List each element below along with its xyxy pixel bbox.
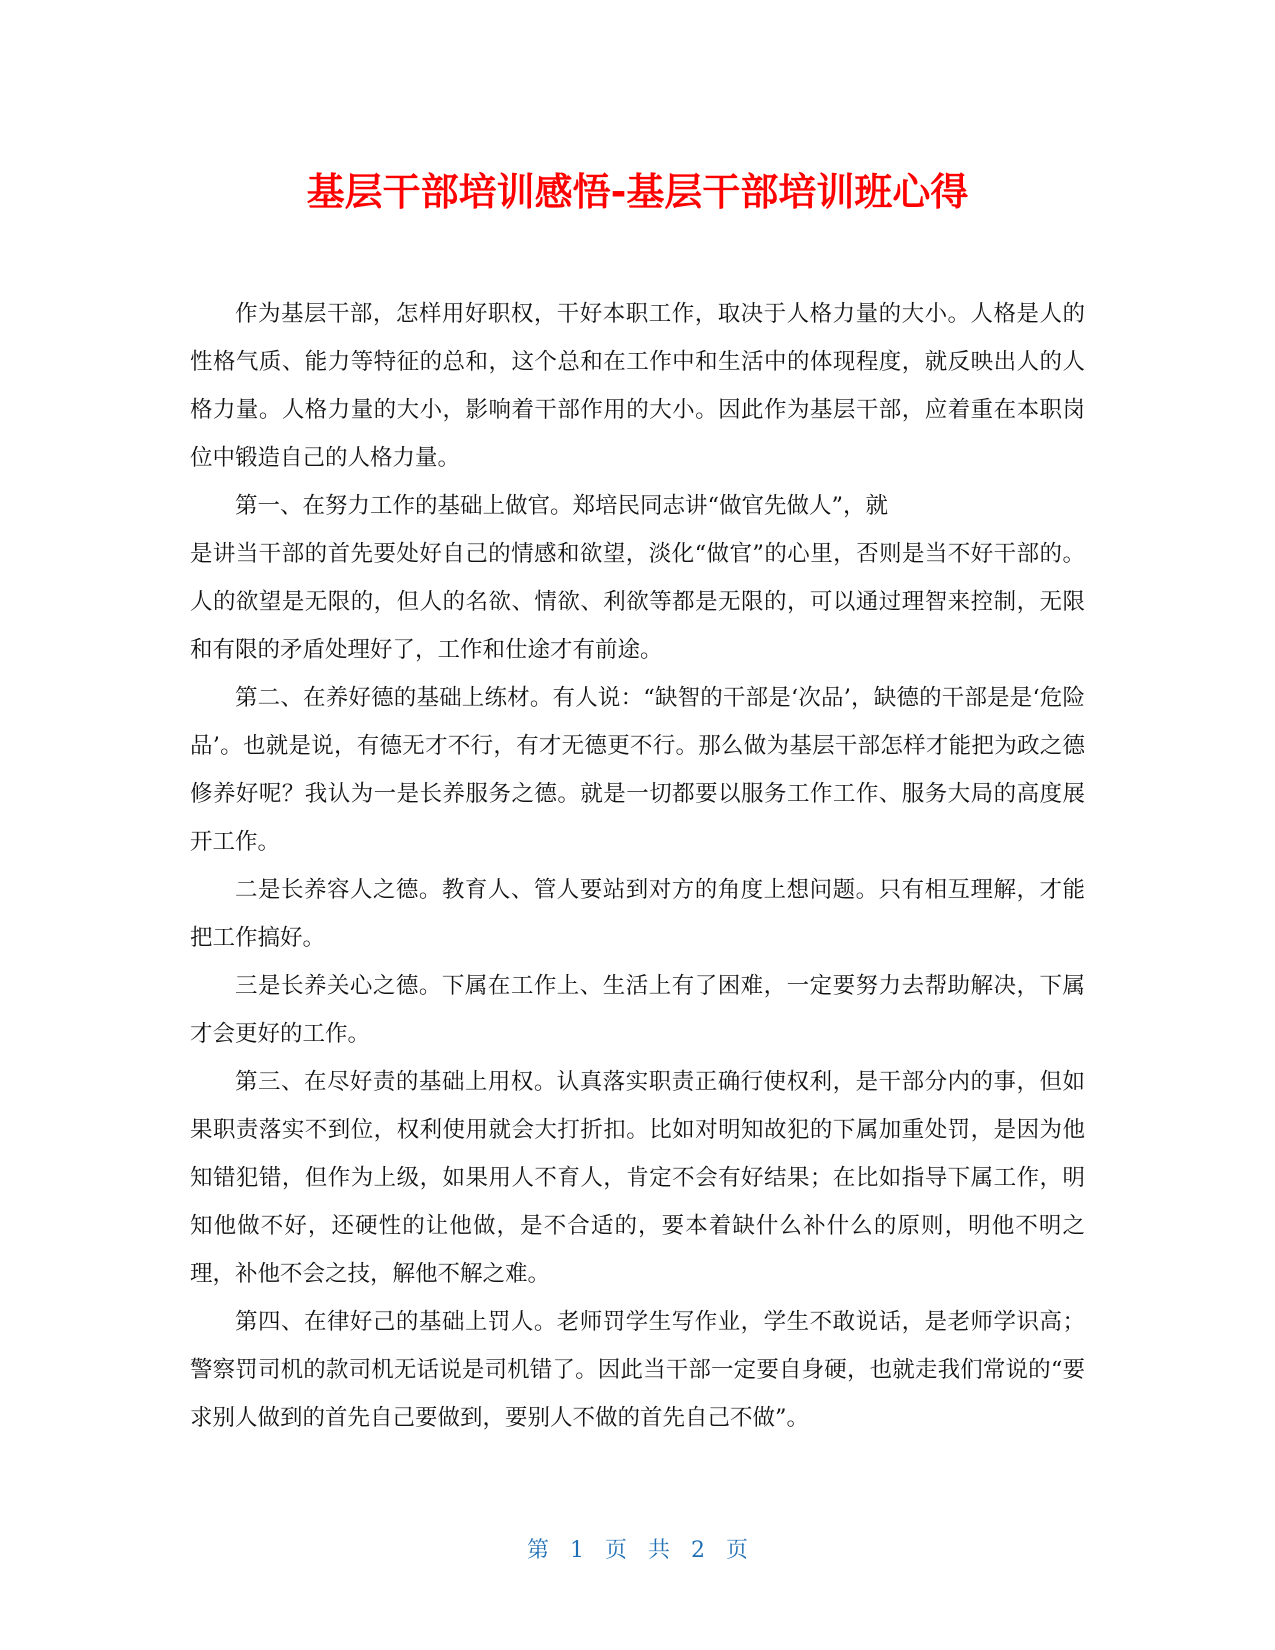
footer-label-gong: 共 [648, 1538, 671, 1563]
paragraph-third-point: 第三、在尽好责的基础上用权。认真落实职责正确行使权利，是干部分内的事，但如果职责落实不到位，权利使用就会大打折扣。比如对明知故犯的下属加重处罚，是因为他知错犯错，但作为上级，如果用人不育人，肯定不会有好结果；在比如指导下属工作，明知他做不好，还硬性的让他做，是不合适的，要本着缺什么补什么的原则，明他不明之理，补他不会之技，解他不解之难。 [190, 1069, 1085, 1287]
footer-total-pages: 2 [691, 1538, 706, 1563]
document-body [190, 290, 1085, 1442]
document-title: 基层干部培训感悟-基层干部培训班心得 [306, 170, 969, 214]
paragraph-second-point: 第二、在养好德的基础上练材。有人说：“缺智的干部是‘次品’，缺德的干部是是‘危险品’。也就是说，有德无才不行，有才无德更不行。那么做为基层干部怎样才能把为政之德修养好呢？我认为一是长养服务之德。就是一切都要以服务工作工作、服务大局的高度展开工作。 [190, 685, 1085, 855]
footer-label-ye-end: 页 [726, 1538, 749, 1563]
paragraph-first-point-continued: 是讲当干部的首先要处好自己的情感和欲望，淡化“做官”的心里，否则是当不好干部的。人的欲望是无限的，但人的名欲、情欲、利欲等都是无限的，可以通过理智来控制，无限和有限的矛盾处理好了，工作和仕途才有前途。 [190, 541, 1085, 663]
paragraph-fourth-point: 第四、在律好己的基础上罚人。老师罚学生写作业，学生不敢说话，是老师学识高；警察罚司机的款司机无话说是司机错了。因此当干部一定要自身硬，也就走我们常说的“要求别人做到的首先自己要做到，要别人不做的首先自己不做”。 [190, 1309, 1085, 1431]
paragraph-tolerance: 二是长养容人之德。教育人、管人要站到对方的角度上想问题。只有相互理解，才能把工作搞好。 [190, 877, 1085, 951]
paragraph-care: 三是长养关心之德。下属在工作上、生活上有了困难，一定要努力去帮助解决，下属才会更好的工作。 [190, 973, 1085, 1047]
footer-label-ye: 页 [604, 1538, 627, 1563]
paragraph-intro: 作为基层干部，怎样用好职权，干好本职工作，取决于人格力量的大小。人格是人的性格气质、能力等特征的总和，这个总和在工作中和生活中的体现程度，就反映出人的人格力量。人格力量的大小，影响着干部作用的大小。因此作为基层干部，应着重在本职岗位中锻造自己的人格力量。 [190, 301, 1085, 471]
footer-current-page: 1 [569, 1538, 584, 1563]
paragraph-first-point: 第一、在努力工作的基础上做官。郑培民同志讲“做官先做人”，就 [235, 493, 889, 519]
footer-label-di: 第 [526, 1538, 549, 1563]
page-footer [0, 1536, 1275, 1566]
